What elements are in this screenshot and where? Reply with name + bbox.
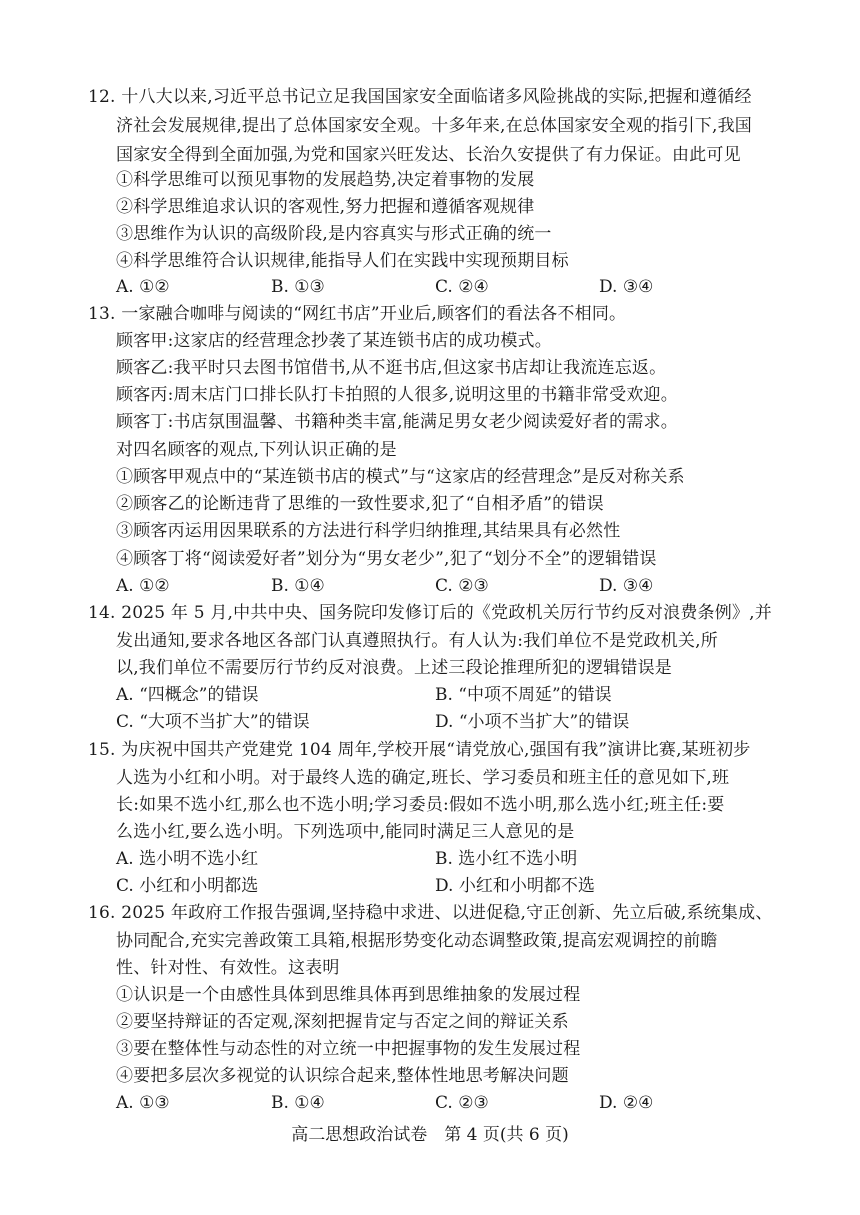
q16-item-3: ③要在整体性与动态性的对立统一中把握事物的发生发展过程 (116, 1039, 581, 1059)
q14-option-c: C. “大项不当扩大”的错误 (116, 712, 310, 732)
q14-option-d: D. “小项不当扩大”的错误 (435, 712, 630, 732)
q12-item-2: ②科学思维追求认识的客观性,努力把握和遵循客观规律 (116, 197, 535, 217)
q16-item-1: ①认识是一个由感性具体到思维具体再到思维抽象的发展过程 (116, 985, 581, 1005)
q15-stem-line-3: 长:如果不选小红,那么也不选小明;学习委员:假如不选小明,那么选小红;班主任:要 (116, 795, 725, 815)
q13-item-2: ②顾客乙的论断违背了思维的一致性要求,犯了“自相矛盾”的错误 (116, 494, 604, 514)
q15-option-a: A. 选小明不选小红 (116, 849, 259, 869)
q15-stem-line-1: 15. 为庆祝中国共产党建党 104 周年,学校开展“请党放心,强国有我”演讲比赛,某班初步 (88, 740, 751, 760)
q13-item-1: ①顾客甲观点中的“某连锁书店的模式”与“这家店的经营理念”是反对称关系 (116, 467, 685, 487)
q12-option-a: A. ①② (116, 277, 170, 297)
q16-option-b: B. ①④ (271, 1093, 325, 1113)
q13-customer-a: 顾客甲:这家店的经营理念抄袭了某连锁书店的成功模式。 (116, 331, 552, 351)
q14-stem-line-3: 以,我们单位不需要厉行节约反对浪费。上述三段论推理所犯的逻辑错误是 (116, 658, 673, 678)
q12-item-1: ①科学思维可以预见事物的发展趋势,决定着事物的发展 (116, 170, 535, 190)
q13-option-d: D. ③④ (599, 576, 654, 596)
q12-stem-line-3: 国家安全得到全面加强,为党和国家兴旺发达、长治久安提供了有力保证。由此可见 (116, 145, 741, 165)
q15-stem-line-4: 么选小红,要么选小明。下列选项中,能同时满足三人意见的是 (116, 822, 575, 842)
q12-item-4: ④科学思维符合认识规律,能指导人们在实践中实现预期目标 (116, 251, 569, 271)
q13-item-4: ④顾客丁将“阅读爱好者”划分为“男女老少”,犯了“划分不全”的逻辑错误 (116, 549, 657, 569)
q13-prompt: 对四名顾客的观点,下列认识正确的是 (116, 440, 397, 460)
q15-option-b: B. 选小红不选小明 (435, 849, 578, 869)
q13-customer-c: 顾客丙:周末店门口排长队打卡拍照的人很多,说明这里的书籍非常受欢迎。 (116, 385, 678, 405)
q16-stem-line-1: 16. 2025 年政府工作报告强调,坚持稳中求进、以进促稳,守正创新、先立后破,系统集成、 (88, 903, 773, 923)
q12-option-c: C. ②④ (435, 277, 489, 297)
q12-stem-line-2: 济社会发展规律,提出了总体国家安全观。十多年来,在总体国家安全观的指引下,我国 (116, 116, 753, 136)
q12-stem-line-1: 12. 十八大以来,习近平总书记立足我国国家安全面临诸多风险挑战的实际,把握和遵循经 (88, 87, 752, 107)
q16-stem-line-3: 性、针对性、有效性。这表明 (116, 958, 340, 978)
q14-stem-line-2: 发出通知,要求各地区各部门认真遵照执行。有人认为:我们单位不是党政机关,所 (116, 631, 718, 651)
q13-option-a: A. ①② (116, 576, 170, 596)
q16-option-a: A. ①③ (116, 1093, 170, 1113)
q13-option-b: B. ①④ (271, 576, 325, 596)
q16-option-d: D. ②④ (599, 1093, 654, 1113)
q16-item-4: ④要把多层次多视觉的认识综合起来,整体性地思考解决问题 (116, 1066, 569, 1086)
q12-item-3: ③思维作为认识的高级阶段,是内容真实与形式正确的统一 (116, 224, 552, 244)
q13-item-3: ③顾客丙运用因果联系的方法进行科学归纳推理,其结果具有必然性 (116, 521, 621, 541)
q13-customer-b: 顾客乙:我平时只去图书馆借书,从不逛书店,但这家书店却让我流连忘返。 (116, 358, 667, 378)
q15-option-d: D. 小红和小明都不选 (435, 876, 595, 896)
q12-option-d: D. ③④ (599, 277, 654, 297)
q13-customer-d: 顾客丁:书店氛围温馨、书籍种类丰富,能满足男女老少阅读爱好者的需求。 (116, 412, 678, 432)
q13-stem-line-1: 13. 一家融合咖啡与阅读的“网红书店”开业后,顾客们的看法各不相同。 (88, 304, 627, 324)
q14-option-a: A. “四概念”的错误 (116, 685, 259, 705)
page-footer: 高二思想政治试卷 第 4 页(共 6 页) (291, 1125, 569, 1145)
q16-option-c: C. ②③ (435, 1093, 489, 1113)
q16-item-2: ②要坚持辩证的否定观,深刻把握肯定与否定之间的辩证关系 (116, 1012, 569, 1032)
q16-stem-line-2: 协同配合,充实完善政策工具箱,根据形势变化动态调整政策,提高宏观调控的前瞻 (116, 931, 718, 951)
q15-option-c: C. 小红和小明都选 (116, 876, 259, 896)
q13-option-c: C. ②③ (435, 576, 489, 596)
q15-stem-line-2: 人选为小红和小明。对于最终人选的确定,班长、学习委员和班主任的意见如下,班 (116, 768, 730, 788)
q14-option-b: B. “中项不周延”的错误 (435, 685, 612, 705)
q12-option-b: B. ①③ (271, 277, 325, 297)
q14-stem-line-1: 14. 2025 年 5 月,中共中央、国务院印发修订后的《党政机关厉行节约反对浪费条例》,并 (88, 603, 772, 623)
